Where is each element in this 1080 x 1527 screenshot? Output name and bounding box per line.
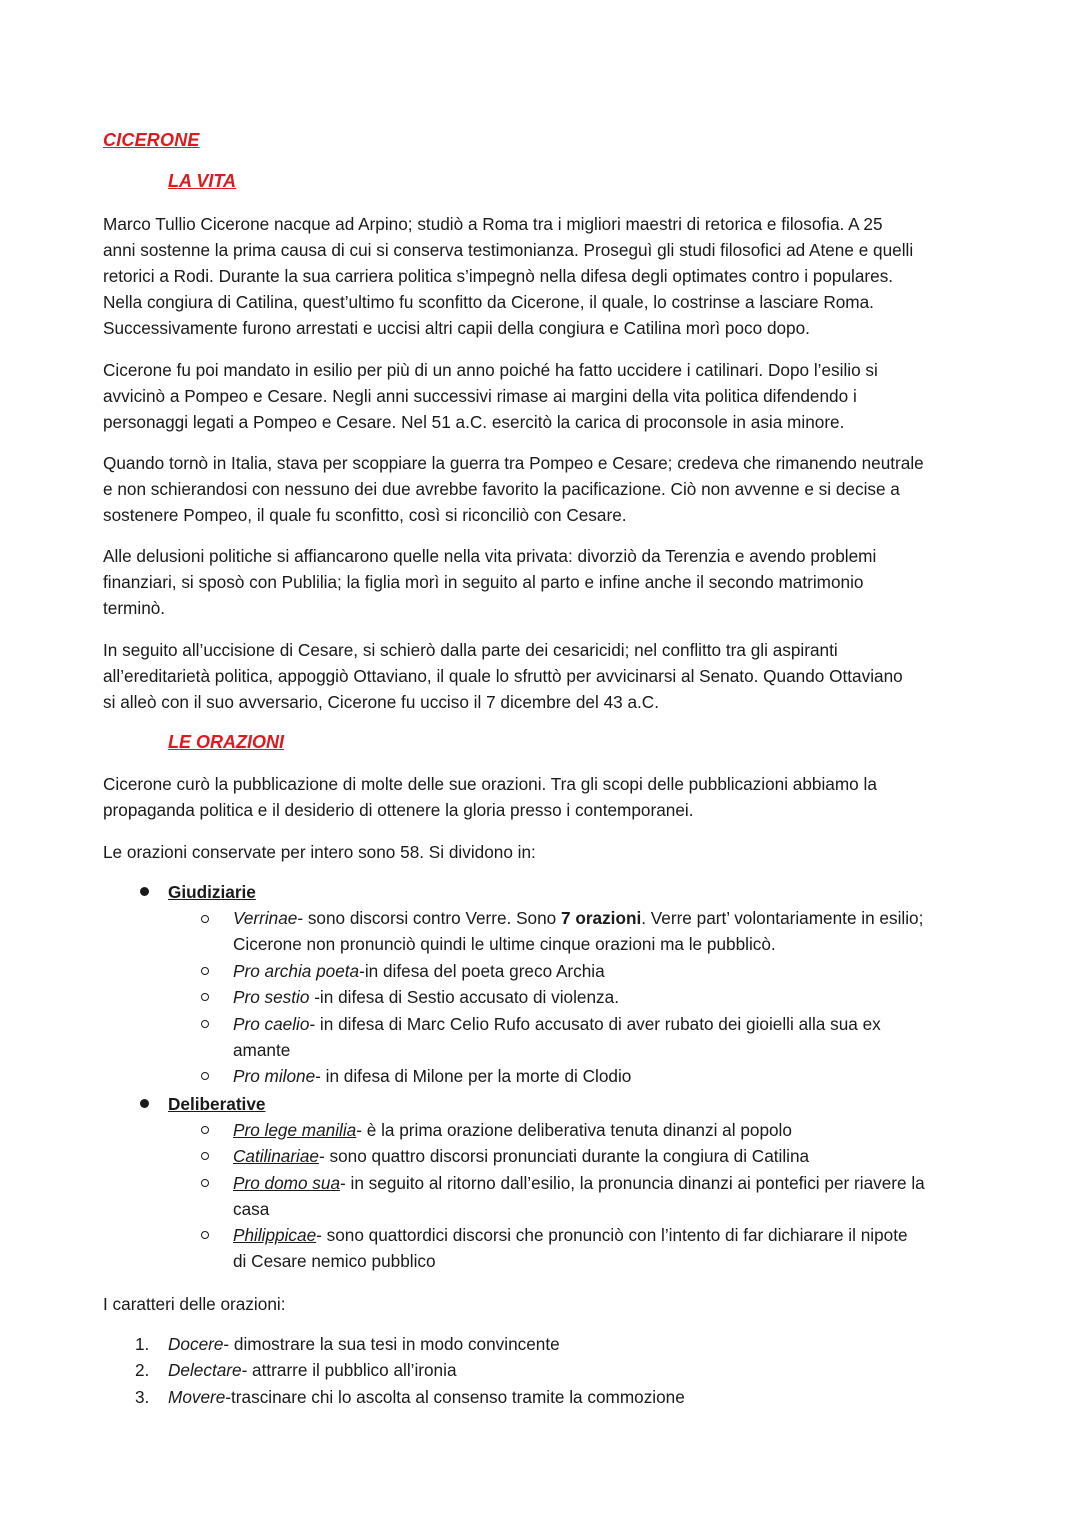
section-title-orazioni: LE ORAZIONI <box>168 732 284 752</box>
caratteri-heading: I caratteri delle orazioni: <box>103 1294 286 1314</box>
circle-bullet-icon <box>201 1152 209 1160</box>
circle-bullet-icon <box>201 967 209 975</box>
circle-bullet-icon <box>201 1126 209 1134</box>
vita-paragraph-5: In seguito all’uccisione di Cesare, si schierò dalla parte dei cesaricidi; nel conflitto tra gli aspiranti all’ereditarietà politica, appoggiò Ottaviano, il quale lo sfruttò per avvicinarsi al Senato. Quando Ottaviano si alleò con il suo avversario, Cicerone fu ucciso il 7 dicembre del 43 a.C. <box>103 640 903 712</box>
list-item-caelio: Pro caelio- in difesa di Marc Celio Rufo accusato di aver rubato dei gioielli alla sua ex amante <box>233 1014 881 1060</box>
list-item-domo-sua: Pro domo sua- in seguito al ritorno dall’esilio, la pronuncia dinanzi ai pontefici per riavere la casa <box>233 1173 925 1219</box>
circle-bullet-icon <box>201 1231 209 1239</box>
circle-bullet-icon <box>201 1020 209 1028</box>
section-title-vita: LA VITA <box>168 171 236 191</box>
numbered-item-delectare: Delectare- attrarre il pubblico all’ironia <box>168 1360 457 1380</box>
circle-bullet-icon <box>201 915 209 923</box>
vita-paragraph-2: Cicerone fu poi mandato in esilio per più di un anno poiché ha fatto uccidere i catilinari. Dopo l’esilio si avvicinò a Pompeo e Cesare. Negli anni successivi rimase ai margini della vita politica difendendo i personaggi legati a Pompeo e Cesare. Nel 51 a.C. esercitò la carica di proconsole in asia minore. <box>103 360 878 432</box>
circle-bullet-icon <box>201 993 209 1001</box>
circle-bullet-icon <box>201 1179 209 1187</box>
list-item-sestio: Pro sestio -in difesa di Sestio accusato di violenza. <box>233 987 619 1007</box>
vita-paragraph-3: Quando tornò in Italia, stava per scoppiare la guerra tra Pompeo e Cesare; credeva che rimanendo neutrale e non schierandosi con nessuno dei due avrebbe favorito la pacificazione. Ciò non avvenne e si decise a sostenere Pompeo, il quale fu sconfitto, così si riconciliò con Cesare. <box>103 453 924 525</box>
list-item-archia: Pro archia poeta-in difesa del poeta greco Archia <box>233 961 605 981</box>
list-item-manilia: Pro lege manilia- è la prima orazione deliberativa tenuta dinanzi al popolo <box>233 1120 792 1140</box>
list-item-philippicae: Philippicae- sono quattordici discorsi che pronunciò con l’intento di far dichiarare il nipote di Cesare nemico pubblico <box>233 1225 908 1271</box>
orazioni-paragraph-2: Le orazioni conservate per intero sono 58. Si dividono in: <box>103 842 536 862</box>
category-deliberative: Deliberative <box>168 1094 266 1114</box>
numbered-item-3-number: 3. <box>135 1387 150 1407</box>
bullet-icon <box>140 1099 149 1108</box>
list-item-catilinariae: Catilinariae- sono quattro discorsi pronunciati durante la congiura di Catilina <box>233 1146 810 1166</box>
numbered-item-movere: Movere-trascinare chi lo ascolta al consenso tramite la commozione <box>168 1387 685 1407</box>
list-item-verrinae: Verrinae- sono discorsi contro Verre. Sono 7 orazioni. Verre part’ volontariamente in esilio; Cicerone non pronunciò quindi le ultime cinque orazioni ma le pubblicò. <box>233 908 924 954</box>
vita-paragraph-4: Alle delusioni politiche si affiancarono quelle nella vita privata: divorziò da Terenzia e avendo problemi finanziari, si sposò con Publilia; la figlia morì in seguito al parto e infine anche il secondo matrimonio terminò. <box>103 546 877 618</box>
numbered-item-docere: Docere- dimostrare la sua tesi in modo convincente <box>168 1334 560 1354</box>
numbered-item-2-number: 2. <box>135 1360 150 1380</box>
list-item-milone: Pro milone- in difesa di Milone per la morte di Clodio <box>233 1066 632 1086</box>
vita-paragraph-1: Marco Tullio Cicerone nacque ad Arpino; studiò a Roma tra i migliori maestri di retorica e filosofia. A 25 anni sostenne la prima causa di cui si conserva testimonianza. Proseguì gli studi filosofici ad Atene e quelli retorici a Rodi. Durante la sua carriera politica s’impegnò nella difesa degli optimates contro i populares. Nella congiura di Catilina, quest’ultimo fu sconfitto da Cicerone, il quale, lo costrinse a lasciare Roma. Successivamente furono arrestati e uccisi altri capii della congiura e Catilina morì poco dopo. <box>103 214 914 338</box>
bullet-icon <box>140 887 149 896</box>
circle-bullet-icon <box>201 1072 209 1080</box>
category-giudiziarie: Giudiziarie <box>168 882 256 902</box>
document-title: CICERONE <box>103 130 200 150</box>
numbered-item-1-number: 1. <box>135 1334 150 1354</box>
orazioni-paragraph-1: Cicerone curò la pubblicazione di molte delle sue orazioni. Tra gli scopi delle pubblicazioni abbiamo la propaganda politica e il desiderio di ottenere la gloria presso i contemporanei. <box>103 774 877 820</box>
